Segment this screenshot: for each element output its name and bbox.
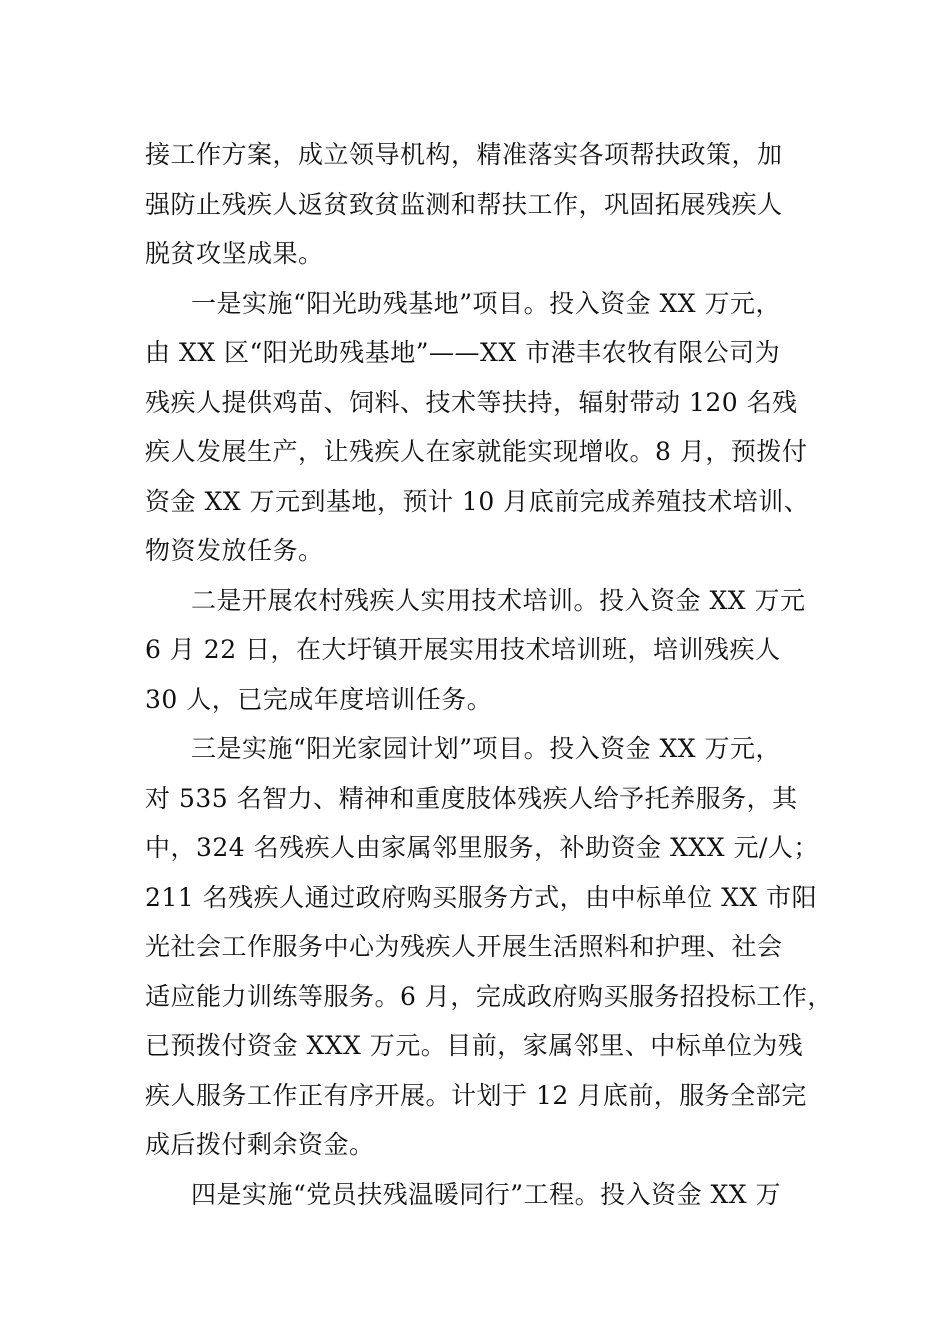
text-line: 对 535 名智力、精神和重度肢体残疾人给予托养服务，其	[145, 783, 798, 813]
text-line: 成后拨付剩余资金。	[145, 1130, 375, 1159]
text-line: 211 名残疾人通过政府购买服务方式，由中标单位 XX 市阳	[145, 882, 818, 912]
text-line: 中，324 名残疾人由家属邻里服务，补助资金 XXX 元/人；	[145, 833, 819, 862]
text-line: 30 人，已完成年度培训任务。	[145, 684, 493, 714]
text-line: 残疾人提供鸡苗、饲料、技术等扶持，辐射带动 120 名残	[145, 387, 798, 417]
text-line: 由 XX 区“阳光助残基地”——XX 市港丰农牧有限公司为	[145, 338, 781, 367]
text-line: 6 月 22 日，在大圩镇开展实用技术培训班，培训残疾人	[145, 635, 781, 664]
text-line: 疾人服务工作正有序开展。计划于 12 月底前，服务全部完	[145, 1080, 807, 1110]
text-line: 已预拨付资金 XXX 万元。目前，家属邻里、中标单位为残	[145, 1031, 804, 1060]
paragraph-start-line: 四是实施“党员扶残温暖同行”工程。投入资金 XX 万	[191, 1179, 782, 1209]
text-line: 接工作方案，成立领导机构，精准落实各项帮扶政策，加	[145, 140, 783, 169]
text-line: 适应能力训练等服务。6 月，完成政府购买服务招投标工作，	[145, 981, 833, 1011]
text-line: 光社会工作服务中心为残疾人开展生活照料和护理、社会	[145, 932, 783, 961]
text-line: 强防止残疾人返贫致贫监测和帮扶工作，巩固拓展残疾人	[145, 189, 783, 219]
paragraph-start-line: 一是实施“阳光助残基地”项目。投入资金 XX 万元，	[191, 288, 782, 318]
text-line: 物资发放任务。	[145, 536, 324, 565]
text-line: 脱贫攻坚成果。	[145, 239, 324, 268]
text-line: 资金 XX 万元到基地，预计 10 月底前完成养殖技术培训、	[145, 486, 810, 516]
text-line: 疾人发展生产，让残疾人在家就能实现增收。8 月，预拨付	[145, 437, 808, 466]
document-body	[145, 130, 833, 1219]
paragraph-start-line: 二是开展农村残疾人实用技术培训。投入资金 XX 万元	[191, 585, 806, 615]
paragraph-start-line: 三是实施“阳光家园计划”项目。投入资金 XX 万元，	[191, 734, 782, 763]
